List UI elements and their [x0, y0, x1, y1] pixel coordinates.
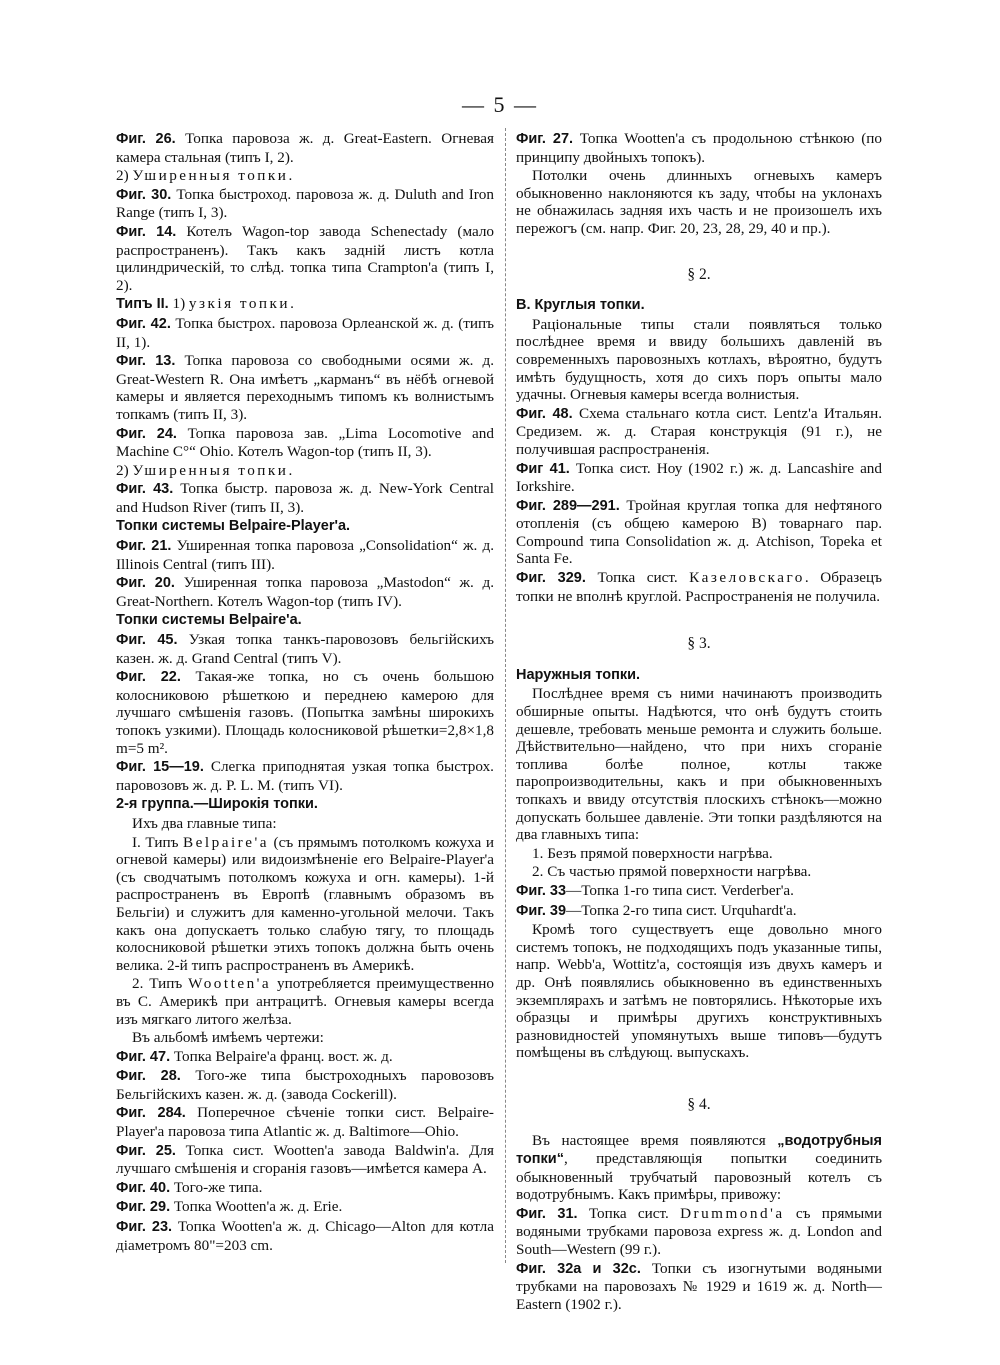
spaced-text: Belpaire'а: [183, 833, 269, 851]
figure-label: Фиг. 42.: [116, 315, 171, 332]
paragraph: [116, 462, 494, 480]
entry-text: —Топка 1-го типа сист. Verderber'а.: [566, 881, 794, 899]
entry-text: Раціональные типы стали появляться только послѣднее время и ввиду большихъ давленій въ современныхъ паровозныхъ котлахъ, вѣроятно, будутъ имѣть будущность, хотя до сихъ поръ опыты мало удачны. Огневыя камеры всегда волнистыя.: [516, 315, 882, 404]
entry-text: Тройная круглая топка для нефтяного отопленія (съ общею камерою В) товарнаго пар. Compound типа Consolidation ж. д. Atchison, Topeka et Santa Fe.: [516, 496, 882, 568]
figure-label: Фиг. 289—291.: [516, 497, 620, 514]
figure-entry: [116, 631, 494, 667]
entry-text: Такая-же топка, но съ очень большою колосниковою рѣшеткою и переднею камерою для лучшаго смѣшенія газовъ. (Попытка замѣны широкихъ топокъ узкими). Площадь колосниковой рѣшетки=2,8×1,8 m=5 m².: [116, 668, 494, 757]
figure-entry: [116, 130, 494, 166]
right-column-intro: [516, 130, 882, 238]
section-2-body: [516, 316, 882, 606]
figure-entry: [116, 425, 494, 461]
entry-text: Топка сист. Ноу (1902 г.) ж. д. Lancashire and Iorkshire.: [516, 459, 882, 496]
figure-label: Типъ II.: [116, 296, 169, 313]
figure-entry: [116, 315, 494, 351]
text-prefix: 2): [116, 461, 133, 479]
figure-label: Фиг. 21.: [116, 538, 172, 555]
figure-entry: [116, 668, 494, 757]
entry-text: Топка быстр. паровоза ж. д. New-York Central and Hudson River (типъ II, 3).: [116, 480, 495, 516]
figure-label: Фиг. 48.: [516, 405, 573, 422]
paragraph: [516, 316, 882, 404]
spaced-text: Drummond'а: [680, 1204, 785, 1222]
spaced-text: Уширенныя топки: [132, 461, 289, 479]
entry-text: съ прямыми водяными трубками паровоза express ж. д. London and South—Western (99 г.).: [516, 1204, 882, 1259]
text-prefix: Топка сист.: [577, 1204, 681, 1222]
entry-text: употребляется преимущественно въ С. Америкѣ при антрацитѣ. Огневыя камеры всегда изъ мягкаго литого желѣза.: [116, 975, 494, 1028]
figure-entry: [516, 569, 882, 605]
figure-entry: [516, 460, 882, 496]
paragraph: [516, 685, 882, 843]
entry-text: Топка сист. Wootten'а завода Baldwin'а. Для лучшаго смѣшенія и сгоранія газовъ—имѣется камера А.: [116, 1141, 494, 1178]
figure-label: Фиг. 28.: [116, 1068, 181, 1085]
paragraph: [516, 921, 882, 1062]
subheading-text: 2-я группа.—Широкія топки.: [116, 796, 318, 813]
paragraph: [116, 1029, 494, 1047]
entry-text: Котелъ Wagon-top завода Schenectady (мало распространенъ). Такъ какъ задній листъ котла цилиндрическій, то слѣд. топка типа Crampton'а (типъ I, 2).: [116, 222, 494, 294]
section-2-heading: B. Круглыя топки.: [516, 297, 645, 314]
entry-text: .: [290, 295, 294, 313]
figure-entry: [116, 1048, 494, 1067]
entry-text: Топка быстроход. паровоза ж. д. Duluth and Iron Range (типъ I, 3).: [116, 185, 494, 222]
entry-text: . Образецъ топки не вполнѣ круглой. Распространенія не получила.: [516, 569, 882, 605]
section-3-mark: § 3.: [687, 635, 711, 653]
entry-text: Кромѣ того существуетъ еще довольно много системъ топокъ, не подходящихъ подъ указанные типы, напр. Webb'а, Wottitz'а, состоящія изъ двухъ камеръ и др. Онѣ появлялись обыкновенно въ единственныхъ экземплярахъ и затѣмъ не повторялись. Нѣкоторые ихъ образцы и примѣры другихъ конструктивныхъ разновидностей упомянутыхъ выше типовъ—будутъ помѣщены въ слѣдующ. выпускахъ.: [516, 921, 882, 1062]
section-4-mark: § 4.: [687, 1095, 711, 1113]
figure-entry: [516, 1205, 882, 1259]
paragraph: [116, 975, 494, 1028]
entry-text: Послѣднее время съ ними начинаютъ производить обширные опыты. Надѣются, что онѣ будутъ стоить дешевле, требовать меньше ремонта и служить больше. Дѣйствительно—найдено, что при нихъ сгораніе топлива болѣе полное, котлы также паропроизводительны, какъ и при обыкновенныхъ топкахъ и ввиду отсутствія плоскихъ стѣнокъ—можно допускать большее давленіе. Эти топки раздѣляются на два главныхъ типа:: [516, 685, 882, 844]
entry-text: , представляющія попытки соединить обыкновенный трубчатый паровозный котелъ съ водотрубнымъ. Какъ примѣры, привожу:: [516, 1150, 882, 1204]
figure-entry: [516, 405, 882, 459]
text-prefix: 2. Типъ: [132, 975, 189, 993]
figure-label: Фиг. 31.: [516, 1205, 578, 1222]
figure-label: Фиг. 47.: [116, 1048, 171, 1065]
figure-entry: [116, 1104, 494, 1140]
subheading: [116, 795, 494, 814]
figure-label: Фиг. 15—19.: [116, 759, 204, 776]
subheading-text: Топки системы Belpaire-Player'а.: [116, 518, 351, 535]
figure-label: Фиг. 329.: [516, 570, 586, 587]
figure-label: Фиг. 25.: [116, 1142, 176, 1159]
left-column-body: [116, 130, 494, 1254]
entry-text: Уширенная топка паровоза „Mastodon“ ж. д. Great-Northern. Котелъ Wagon-top (типъ IV).: [116, 574, 494, 610]
entry-text: 2. Съ частью прямой поверхности нагрѣва.: [532, 863, 812, 881]
entry-text: Топка паровоза зав. „Lima Locomotive and Machine C°“ Ohio. Котелъ Wagon-top (типъ II, 3).: [116, 424, 494, 461]
entry-text: .: [288, 167, 293, 185]
section-2-mark: § 2.: [687, 265, 711, 283]
figure-entry: [116, 1198, 494, 1217]
left-column: [116, 130, 494, 1255]
spaced-text: Wootten'а: [188, 975, 272, 993]
figure-label: Фиг. 22.: [116, 669, 181, 686]
entry-text: Топка быстрох. паровоза Орлеанской ж. д. (типъ II, 1).: [116, 314, 494, 351]
figure-entry: [116, 1179, 494, 1198]
figure-entry: [516, 130, 882, 166]
entry-text: Слегка приподнятая узкая топка быстрох. паровозовъ ж. д. P. L. M. (типъ VI).: [116, 758, 494, 794]
spaced-text: узкія топки: [188, 295, 291, 313]
entry-text: Того-же типа.: [170, 1178, 263, 1196]
paragraph: [516, 167, 882, 237]
spaced-text: Уширенныя топки: [132, 167, 289, 185]
paragraph: [516, 1132, 882, 1204]
entry-text: (съ прямымъ потолкомъ кожуха и огневой камеры) или видоизмѣненіе его Belpaire-Player'а (съ сводчатымъ потолкомъ кожуха и огн. камеры). 1-й распространенъ въ Европѣ (главнымъ образомъ въ Бельгіи) и служитъ для каменно-угольной мелочи. Такъ какъ она допускаетъ только слабую тягу, то площадь колосниковой рѣшетки этихъ топокъ должна быть очень велика. 2-й типъ распространенъ въ Америкѣ.: [116, 833, 494, 974]
figure-label: Фиг 41.: [516, 460, 570, 477]
text-prefix: 2): [116, 167, 133, 185]
paragraph: [116, 834, 494, 975]
subheading: [116, 611, 494, 630]
entry-text: Узкая топка танкъ-паровозовъ бельгійскихъ казен. ж. д. Grand Central (типъ V).: [116, 631, 495, 667]
figure-entry: [116, 1067, 494, 1103]
entry-text: —Топка 2-го типа сист. Urquhardt'а.: [566, 901, 797, 919]
figure-entry: [516, 902, 882, 921]
figure-entry: [116, 480, 494, 516]
section-3-body: [516, 685, 882, 1061]
figure-entry: [116, 352, 494, 423]
figure-label: Фиг. 40.: [116, 1179, 171, 1196]
figure-label: Фиг. 23.: [116, 1219, 173, 1236]
subheading: [116, 517, 494, 536]
figure-label: Фиг. 45.: [116, 632, 178, 649]
entry-text: Топка Wootten'а ж. д. Chicago—Alton для котла діаметромъ 80"=203 cm.: [116, 1218, 494, 1254]
section-3-heading: Наружныя топки.: [516, 666, 641, 683]
entry-text: .: [288, 461, 293, 479]
entry-text: Топка Belpaire'а франц. вост. ж. д.: [170, 1047, 393, 1065]
figure-label: Фиг. 20.: [116, 575, 175, 592]
bold-text: „водотрубныя топки“: [516, 1132, 882, 1168]
figure-label: Фиг. 30.: [116, 186, 172, 203]
entry-text: Топка Wootten'а съ продольною стѣнкою (по принципу двойныхъ топокъ).: [516, 130, 883, 166]
text-prefix: Топка сист.: [585, 569, 690, 587]
figure-entry: [516, 1260, 882, 1314]
page-number: — 5 —: [462, 92, 538, 117]
figure-label: Фиг. 284.: [116, 1105, 186, 1122]
entry-text: Топка паровоза со свободными осями ж. д. Great-Western R. Она имѣетъ „карманъ“ въ нёбѣ огневой камеры и является переходнымъ типомъ къ волнистымъ топкамъ (типъ II, 3).: [116, 352, 495, 423]
column-divider: [505, 128, 506, 1263]
entry-text: Поперечное сѣченіе топки сист. Belpaire-Player'а паровоза типа Atlantic ж. д. Baltimore—Ohio.: [116, 1104, 494, 1141]
paragraph: [516, 845, 882, 863]
text-prefix: I. Типъ: [132, 833, 184, 851]
figure-entry: [116, 1142, 494, 1178]
figure-label: Фиг. 43.: [116, 481, 174, 498]
figure-entry: [116, 537, 494, 573]
entry-text: 1. Безъ прямой поверхности нагрѣва.: [532, 844, 773, 862]
figure-entry: [116, 1218, 494, 1254]
figure-entry: [116, 758, 494, 794]
figure-label: Фиг. 26.: [116, 131, 176, 147]
paragraph: [516, 863, 882, 881]
text-prefix: Въ настоящее время появляются: [532, 1131, 778, 1149]
figure-label: Фиг. 29.: [116, 1199, 171, 1216]
figure-label: Фиг. 27.: [516, 131, 574, 147]
figure-entry: [116, 295, 494, 314]
figure-entry: [516, 497, 882, 568]
figure-label: Фиг. 14.: [116, 223, 177, 240]
entry-text: Того-же типа быстроходныхъ паровозовъ Бельгійскихъ казен. ж. д. (завода Cockerill).: [116, 1067, 495, 1103]
entry-text: Топки съ изогнутыми водяными трубками на паровозахъ № 1929 и 1619 ж. д. North—Eastern (1902 г.).: [516, 1259, 882, 1313]
figure-label: Фиг. 13.: [116, 353, 176, 370]
figure-label: Фиг. 32а и 32с.: [516, 1260, 641, 1277]
entry-text: Схема стальнаго котла сист. Lentz'а Итальян. Средизем. ж. д. Старая конструкція (91 г.), не получившая распространенія.: [516, 404, 882, 458]
figure-entry: [516, 882, 882, 901]
entry-text: Въ альбомѣ имѣемъ чертежи:: [132, 1029, 324, 1047]
paragraph: [116, 815, 494, 833]
paragraph: [116, 167, 494, 185]
figure-label: Фиг. 39: [516, 902, 567, 919]
right-column: [516, 130, 882, 1314]
subheading-text: Топки системы Belpaire'а.: [116, 612, 302, 629]
spaced-text: Казеловскаго: [689, 569, 805, 587]
text-prefix: 1): [168, 295, 189, 313]
entry-text: Ихъ два главные типа:: [132, 814, 277, 832]
entry-text: Топка паровоза ж. д. Great-Eastern. Огневая камера стальная (типъ I, 2).: [116, 130, 495, 166]
figure-label: Фиг. 24.: [116, 425, 177, 442]
figure-entry: [116, 574, 494, 610]
entry-text: Уширенная топка паровоза „Consolidation“ ж. д. Illinois Central (типъ III).: [116, 537, 494, 573]
figure-entry: [116, 223, 494, 294]
entry-text: Топка Wootten'а ж. д. Erie.: [170, 1198, 343, 1216]
entry-text: Потолки очень длинныхъ огневыхъ камеръ обыкновенно наклоняются къ заду, чтобы на уклонахъ не обнажилась задняя ихъ часть и не произошелъ ихъ пережогъ (см. напр. Фиг. 20, 23, 28, 29, 40 и пр.).: [516, 167, 882, 237]
figure-entry: [116, 186, 494, 222]
section-4-body: [516, 1132, 882, 1314]
figure-label: Фиг. 33: [516, 882, 567, 899]
